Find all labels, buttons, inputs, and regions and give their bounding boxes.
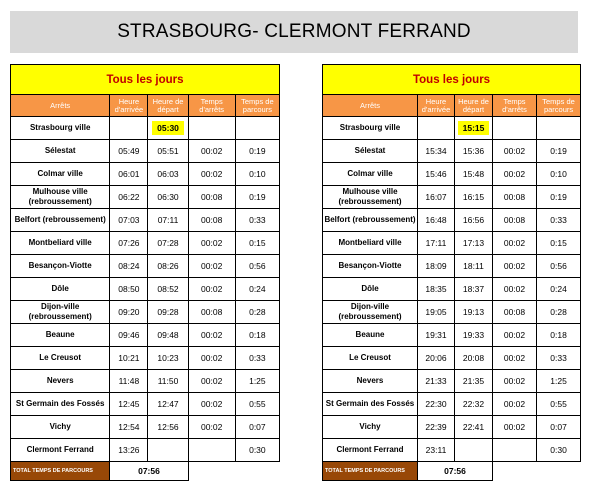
- column-header-stop-time: Temps d'arrêts: [493, 95, 537, 117]
- arrival-time: 20:06: [418, 347, 455, 370]
- arrival-time: 05:49: [110, 140, 148, 163]
- station-name: St Germain des Fossés: [323, 393, 418, 416]
- stop-duration: 00:02: [188, 232, 235, 255]
- stop-duration: 00:08: [493, 301, 537, 324]
- arrival-time: 21:33: [418, 370, 455, 393]
- arrival-time: 19:31: [418, 324, 455, 347]
- table-row: [11, 301, 280, 324]
- travel-duration: 0:24: [537, 278, 581, 301]
- table-row: [323, 347, 581, 370]
- table-row: [11, 347, 280, 370]
- station-name: Strasbourg ville: [11, 117, 110, 140]
- travel-duration: 0:28: [537, 301, 581, 324]
- stop-duration: 00:02: [493, 278, 537, 301]
- arrival-time: 16:07: [418, 186, 455, 209]
- departure-time: [455, 439, 493, 462]
- table-row: [11, 416, 280, 439]
- stop-duration: 00:02: [188, 278, 235, 301]
- stop-duration: 00:08: [188, 301, 235, 324]
- arrival-time: 07:03: [110, 209, 148, 232]
- travel-duration: 0:10: [235, 163, 279, 186]
- travel-duration: 0:19: [537, 186, 581, 209]
- arrival-time: 16:48: [418, 209, 455, 232]
- station-name: Le Creusot: [11, 347, 110, 370]
- stop-duration: 00:02: [493, 416, 537, 439]
- departure-time: 21:35: [455, 370, 493, 393]
- station-name: Colmar ville: [11, 163, 110, 186]
- arrival-time: 07:26: [110, 232, 148, 255]
- departure-time: 19:33: [455, 324, 493, 347]
- stop-duration: 00:02: [188, 393, 235, 416]
- arrival-time: 17:11: [418, 232, 455, 255]
- arrival-time: 08:50: [110, 278, 148, 301]
- arrival-time: 06:01: [110, 163, 148, 186]
- departure-time-highlight: 05:30: [152, 121, 184, 135]
- timetable-afternoon: [322, 64, 581, 481]
- departure-time: 09:48: [148, 324, 188, 347]
- table-row: [323, 140, 581, 163]
- table-row: [323, 255, 581, 278]
- arrival-time: 18:35: [418, 278, 455, 301]
- column-header-stop-time: Temps d'arrêts: [188, 95, 235, 117]
- column-header-arrival: Heure d'arrivée: [110, 95, 148, 117]
- column-header-departure: Heure de départ: [455, 95, 493, 117]
- arrival-time: [418, 117, 455, 140]
- stop-duration: 00:02: [188, 255, 235, 278]
- travel-duration: [235, 117, 279, 140]
- travel-duration: 1:25: [235, 370, 279, 393]
- station-name: Dijon-ville (rebroussement): [11, 301, 110, 324]
- travel-duration: 1:25: [537, 370, 581, 393]
- arrival-time: 08:24: [110, 255, 148, 278]
- departure-time: 18:11: [455, 255, 493, 278]
- timetable-title: Tous les jours: [323, 65, 581, 95]
- travel-duration: 0:07: [235, 416, 279, 439]
- travel-duration: 0:56: [537, 255, 581, 278]
- arrival-time: 15:46: [418, 163, 455, 186]
- stop-duration: 00:02: [188, 163, 235, 186]
- table-row: [11, 163, 280, 186]
- departure-time: 15:36: [455, 140, 493, 163]
- stop-duration: 00:08: [493, 186, 537, 209]
- stop-duration: 00:02: [188, 370, 235, 393]
- departure-time: 05:51: [148, 140, 188, 163]
- station-name: Nevers: [11, 370, 110, 393]
- stop-duration: 00:02: [493, 324, 537, 347]
- departure-time: 17:13: [455, 232, 493, 255]
- arrival-time: 12:54: [110, 416, 148, 439]
- arrival-time: 10:21: [110, 347, 148, 370]
- stop-duration: 00:02: [188, 416, 235, 439]
- departure-time: 08:26: [148, 255, 188, 278]
- arrival-time: 09:20: [110, 301, 148, 324]
- arrival-time: 23:11: [418, 439, 455, 462]
- table-row: [11, 209, 280, 232]
- arrival-time: 19:05: [418, 301, 455, 324]
- station-name: Nevers: [323, 370, 418, 393]
- table-row: [11, 186, 280, 209]
- travel-duration: 0:55: [235, 393, 279, 416]
- total-travel-label: TOTAL TEMPS DE PARCOURS: [11, 462, 110, 481]
- table-row: [323, 163, 581, 186]
- table-row: [11, 324, 280, 347]
- stop-duration: 00:08: [188, 186, 235, 209]
- station-name: Mulhouse ville (rebroussement): [323, 186, 418, 209]
- departure-time: 12:56: [148, 416, 188, 439]
- station-name: Colmar ville: [323, 163, 418, 186]
- station-name: Sélestat: [323, 140, 418, 163]
- arrival-time: 06:22: [110, 186, 148, 209]
- departure-time: 07:28: [148, 232, 188, 255]
- departure-time: 22:32: [455, 393, 493, 416]
- total-travel-time: 07:56: [110, 462, 188, 481]
- travel-duration: 0:10: [537, 163, 581, 186]
- station-name: Sélestat: [11, 140, 110, 163]
- travel-duration: 0:15: [235, 232, 279, 255]
- departure-time: 18:37: [455, 278, 493, 301]
- table-row: [323, 439, 581, 462]
- stop-duration: 00:02: [493, 163, 537, 186]
- station-name: Vichy: [323, 416, 418, 439]
- timetable-morning: [10, 64, 280, 481]
- table-row: [11, 232, 280, 255]
- travel-duration: [537, 117, 581, 140]
- departure-time: [148, 117, 188, 140]
- station-name: Belfort (rebroussement): [11, 209, 110, 232]
- arrival-time: 22:30: [418, 393, 455, 416]
- total-travel-label: TOTAL TEMPS DE PARCOURS: [323, 462, 418, 481]
- table-row: [11, 278, 280, 301]
- table-row: [11, 439, 280, 462]
- station-name: Clermont Ferrand: [323, 439, 418, 462]
- stop-duration: 00:08: [493, 209, 537, 232]
- stop-duration: 00:02: [493, 255, 537, 278]
- travel-duration: 0:18: [537, 324, 581, 347]
- stop-duration: [493, 439, 537, 462]
- table-row: [323, 324, 581, 347]
- departure-time: 12:47: [148, 393, 188, 416]
- stop-duration: 00:08: [188, 209, 235, 232]
- departure-time: 16:15: [455, 186, 493, 209]
- station-name: Dijon-ville (rebroussement): [323, 301, 418, 324]
- arrival-time: 18:09: [418, 255, 455, 278]
- table-row: [323, 186, 581, 209]
- page-title: STRASBOURG- CLERMONT FERRAND: [10, 11, 578, 53]
- station-name: Montbeliard ville: [323, 232, 418, 255]
- stop-duration: [493, 117, 537, 140]
- arrival-time: 15:34: [418, 140, 455, 163]
- column-header-departure: Heure de départ: [148, 95, 188, 117]
- travel-duration: 0:28: [235, 301, 279, 324]
- departure-time: 16:56: [455, 209, 493, 232]
- column-header-arrival: Heure d'arrivée: [418, 95, 455, 117]
- station-name: Beaune: [11, 324, 110, 347]
- station-name: Vichy: [11, 416, 110, 439]
- station-name: Mulhouse ville (rebroussement): [11, 186, 110, 209]
- station-name: Strasbourg ville: [323, 117, 418, 140]
- departure-time: [148, 439, 188, 462]
- travel-duration: 0:33: [235, 209, 279, 232]
- table-row: [11, 255, 280, 278]
- station-name: Clermont Ferrand: [11, 439, 110, 462]
- departure-time-highlight: 15:15: [458, 121, 490, 135]
- travel-duration: 0:24: [235, 278, 279, 301]
- station-name: Dôle: [11, 278, 110, 301]
- departure-time: 08:52: [148, 278, 188, 301]
- travel-duration: 0:19: [235, 186, 279, 209]
- arrival-time: 13:26: [110, 439, 148, 462]
- travel-duration: 0:07: [537, 416, 581, 439]
- stop-duration: [188, 117, 235, 140]
- station-name: Besançon-Viotte: [11, 255, 110, 278]
- departure-time: 19:13: [455, 301, 493, 324]
- table-row: [323, 301, 581, 324]
- table-row: [11, 117, 280, 140]
- stop-duration: 00:02: [493, 140, 537, 163]
- column-header-travel-time: Temps de parcours: [235, 95, 279, 117]
- arrival-time: 12:45: [110, 393, 148, 416]
- travel-duration: 0:15: [537, 232, 581, 255]
- station-name: Beaune: [323, 324, 418, 347]
- stop-duration: 00:02: [188, 324, 235, 347]
- table-row: [323, 416, 581, 439]
- arrival-time: [110, 117, 148, 140]
- departure-time: [455, 117, 493, 140]
- departure-time: 22:41: [455, 416, 493, 439]
- column-header-stops: Arrêts: [11, 95, 110, 117]
- table-row: [11, 393, 280, 416]
- travel-duration: 0:33: [235, 347, 279, 370]
- stop-duration: 00:02: [493, 347, 537, 370]
- station-name: Besançon-Viotte: [323, 255, 418, 278]
- stop-duration: 00:02: [493, 232, 537, 255]
- table-row: [11, 140, 280, 163]
- column-header-stops: Arrêts: [323, 95, 418, 117]
- departure-time: 20:08: [455, 347, 493, 370]
- travel-duration: 0:33: [537, 347, 581, 370]
- travel-duration: 0:19: [235, 140, 279, 163]
- departure-time: 11:50: [148, 370, 188, 393]
- departure-time: 07:11: [148, 209, 188, 232]
- station-name: Montbeliard ville: [11, 232, 110, 255]
- stop-duration: 00:02: [188, 347, 235, 370]
- departure-time: 15:48: [455, 163, 493, 186]
- table-row: [323, 209, 581, 232]
- arrival-time: 09:46: [110, 324, 148, 347]
- table-row: [11, 370, 280, 393]
- table-row: [323, 278, 581, 301]
- departure-time: 09:28: [148, 301, 188, 324]
- departure-time: 10:23: [148, 347, 188, 370]
- timetable-title: Tous les jours: [11, 65, 280, 95]
- table-row: [323, 393, 581, 416]
- column-header-travel-time: Temps de parcours: [537, 95, 581, 117]
- arrival-time: 22:39: [418, 416, 455, 439]
- station-name: Belfort (rebroussement): [323, 209, 418, 232]
- stop-duration: 00:02: [188, 140, 235, 163]
- station-name: St Germain des Fossés: [11, 393, 110, 416]
- stop-duration: 00:02: [493, 370, 537, 393]
- travel-duration: 0:33: [537, 209, 581, 232]
- station-name: Dôle: [323, 278, 418, 301]
- travel-duration: 0:30: [235, 439, 279, 462]
- stop-duration: [188, 439, 235, 462]
- departure-time: 06:03: [148, 163, 188, 186]
- table-row: [323, 117, 581, 140]
- arrival-time: 11:48: [110, 370, 148, 393]
- station-name: Le Creusot: [323, 347, 418, 370]
- travel-duration: 0:18: [235, 324, 279, 347]
- stop-duration: 00:02: [493, 393, 537, 416]
- table-row: [323, 370, 581, 393]
- departure-time: 06:30: [148, 186, 188, 209]
- travel-duration: 0:19: [537, 140, 581, 163]
- table-row: [323, 232, 581, 255]
- travel-duration: 0:56: [235, 255, 279, 278]
- total-travel-time: 07:56: [418, 462, 493, 481]
- travel-duration: 0:30: [537, 439, 581, 462]
- travel-duration: 0:55: [537, 393, 581, 416]
